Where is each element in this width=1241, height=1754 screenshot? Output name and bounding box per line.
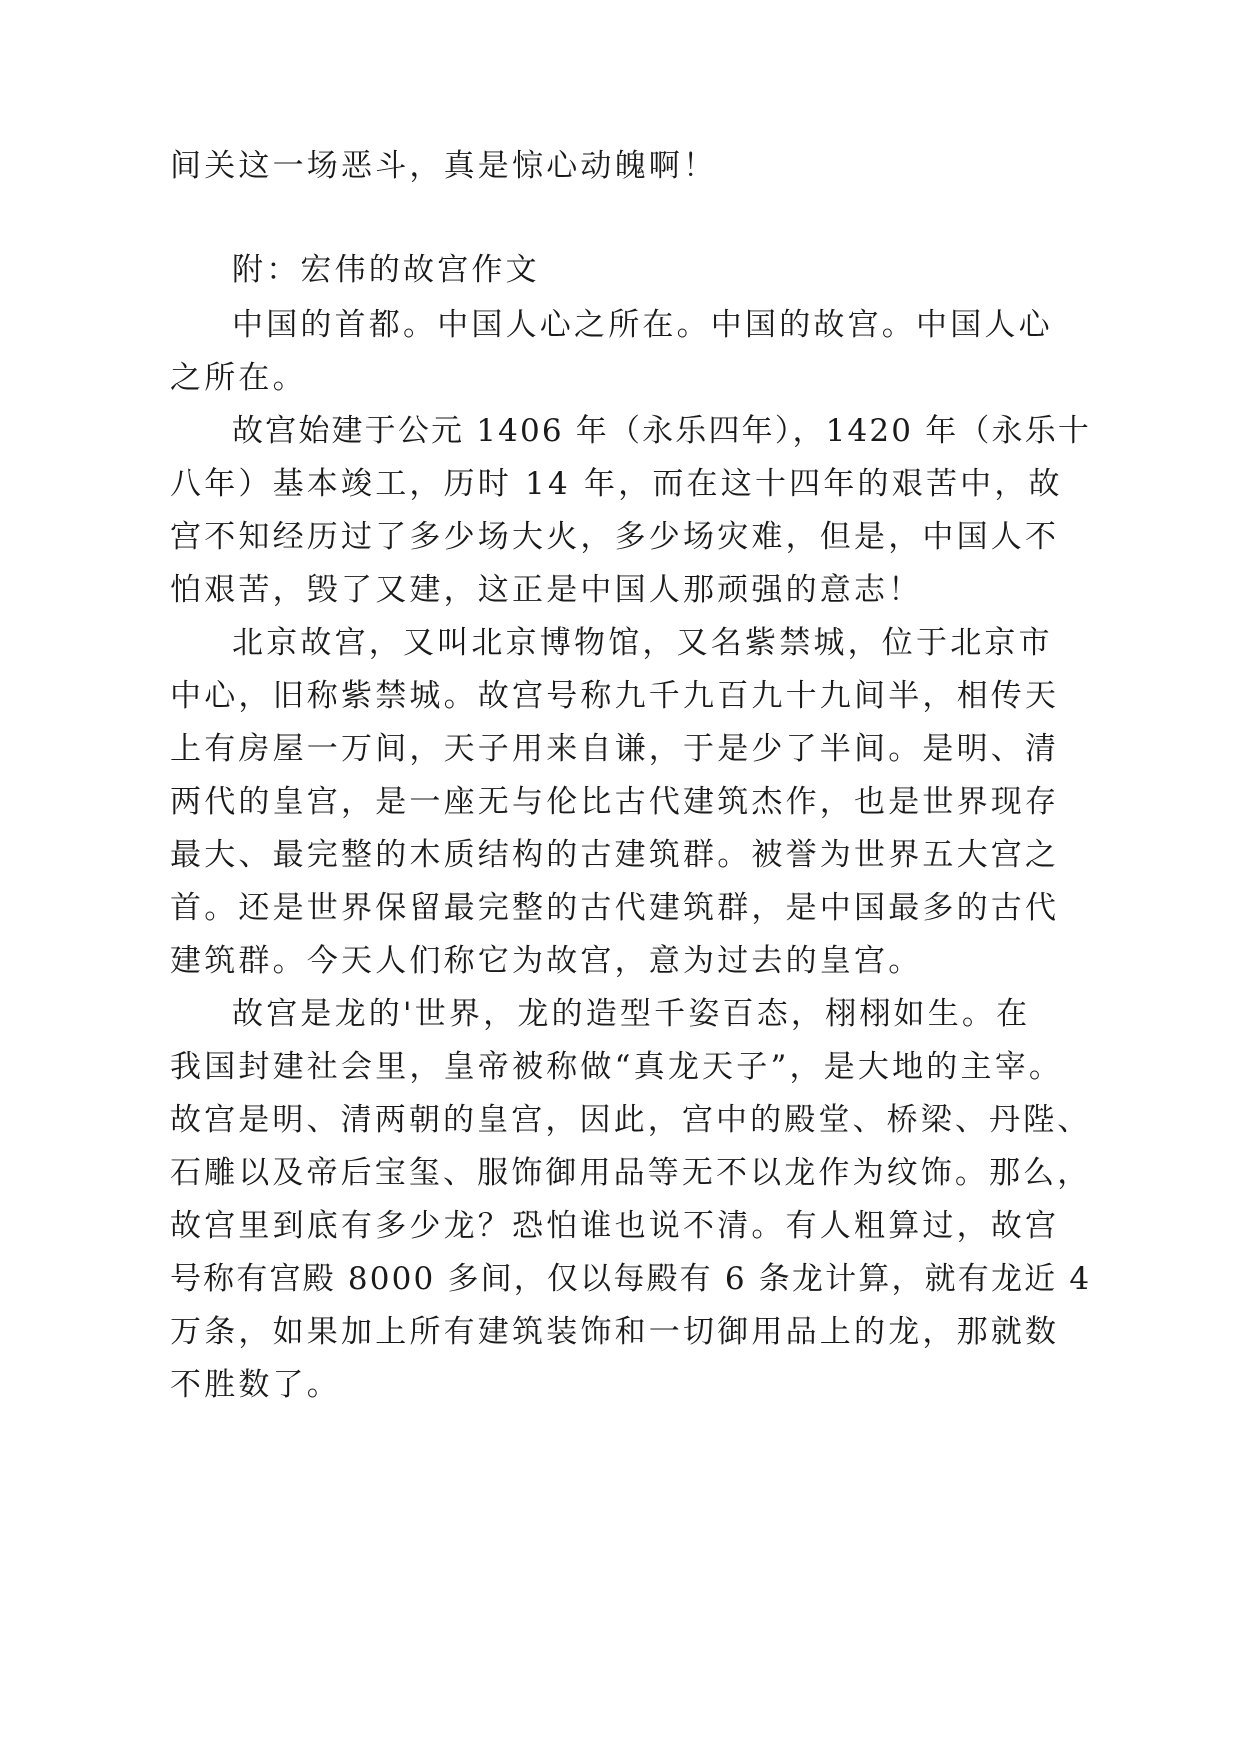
section-heading: 附：宏伟的故宫作文 — [232, 252, 540, 288]
text-line: 建筑群。今天人们称它为故宫，意为过去的皇宫。 — [170, 943, 923, 979]
text-line: 不胜数了。 — [170, 1367, 341, 1403]
text-line: 宫不知经历过了多少场大火，多少场灾难，但是，中国人不 — [170, 519, 1060, 555]
text-line: 上有房屋一万间，天子用来自谦，于是少了半间。是明、清 — [170, 731, 1060, 767]
text-line: 之所在。 — [170, 360, 307, 396]
text-line: 我国封建社会里，皇帝被称做“真龙天子”，是大地的主宰。 — [170, 1049, 1064, 1085]
text-line: 故宫是龙的'世界，龙的造型千姿百态，栩栩如生。在 — [232, 996, 1031, 1032]
text-line: 号称有宫殿 8000 多间，仅以每殿有 6 条龙计算，就有龙近 4 — [170, 1261, 1092, 1297]
text-line: 首。还是世界保留最完整的古代建筑群，是中国最多的古代 — [170, 890, 1060, 926]
text-line: 最大、最完整的木质结构的古建筑群。被誉为世界五大宫之 — [170, 837, 1060, 873]
text-line: 北京故宫，又叫北京博物馆，又名紫禁城，位于北京市 — [232, 625, 1053, 661]
text-line: 八年）基本竣工，历时 14 年，而在这十四年的艰苦中，故 — [170, 466, 1063, 502]
text-line: 中国的首都。中国人心之所在。中国的故宫。中国人心 — [232, 307, 1053, 343]
text-line: 故宫里到底有多少龙？恐怕谁也说不清。有人粗算过，故宫 — [170, 1208, 1060, 1244]
text-line: 间关这一场恶斗，真是惊心动魄啊！ — [170, 148, 718, 184]
text-line: 故宫始建于公元 1406 年（永乐四年），1420 年（永乐十 — [232, 413, 1092, 449]
text-line: 石雕以及帝后宝玺、服饰御用品等无不以龙作为纹饰。那么， — [170, 1155, 1092, 1191]
text-line: 两代的皇宫，是一座无与伦比古代建筑杰作，也是世界现存 — [170, 784, 1060, 820]
text-line: 怕艰苦，毁了又建，这正是中国人那顽强的意志！ — [170, 572, 923, 608]
text-line: 中心，旧称紫禁城。故宫号称九千九百九十九间半，相传天 — [170, 678, 1060, 714]
text-line: 故宫是明、清两朝的皇宫，因此，宫中的殿堂、桥梁、丹陛、 — [170, 1102, 1092, 1138]
text-line: 万条，如果加上所有建筑装饰和一切御用品上的龙，那就数 — [170, 1314, 1060, 1350]
